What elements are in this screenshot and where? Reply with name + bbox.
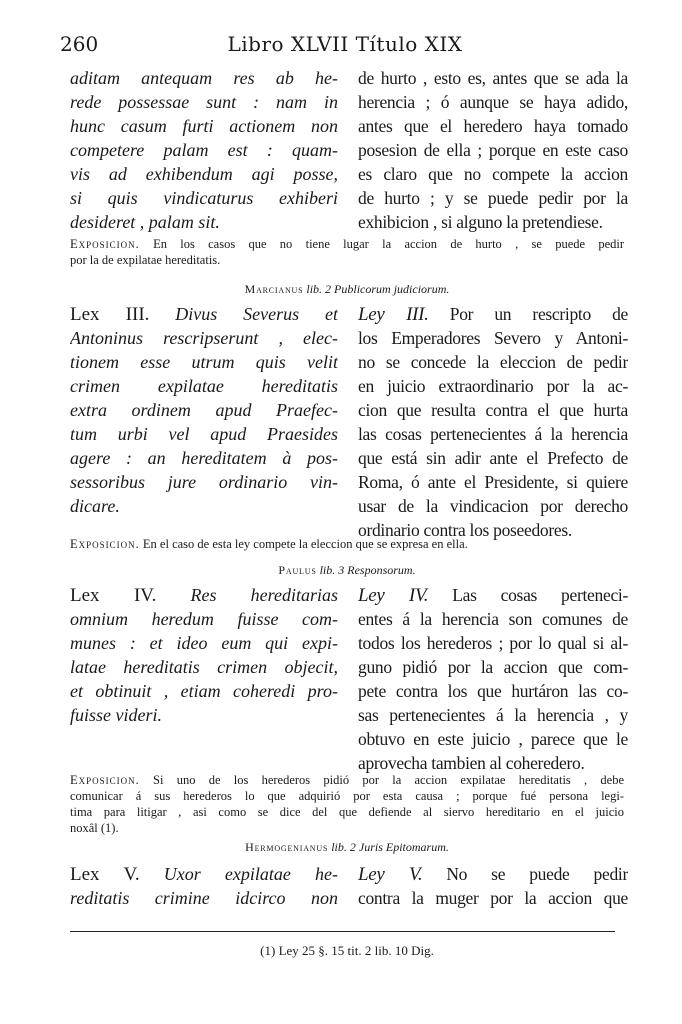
spanish-line: todos los herederos ; por lo qual si al- [358, 633, 628, 653]
exposicion-text: Si uno de los herederos pidió por la accion expilatae hereditatis , debe [153, 773, 624, 787]
source-citation [70, 563, 624, 578]
exposicion-note [70, 536, 624, 552]
source-author: Marcianus [244, 282, 304, 296]
exposicion-text: En el caso de esta ley compete la eleccion que se expresa en ella. [142, 537, 468, 551]
latin-line: crimen expilatae hereditatis [70, 376, 338, 396]
spanish-line: guno pidió por la accion que com- [358, 657, 628, 677]
footnote: (1) Ley 25 §. 15 tit. 2 lib. 10 Dig. [260, 943, 434, 958]
spanish-line: Las cosas perteneci- [452, 585, 628, 605]
source-reference: lib. 2 Juris Epitomarum. [331, 840, 449, 854]
spanish-line: no se concede la eleccion de pedir [358, 352, 628, 372]
spanish-line: obtuvo en este juicio , parece que le [358, 729, 628, 749]
spanish-line: sas pertenecientes á la herencia , y [358, 705, 628, 725]
spanish-line: en juicio extraordinario por la ac- [358, 376, 628, 396]
spanish-column [358, 302, 628, 542]
latin-line: Uxor expilatae he- [163, 864, 338, 884]
source-reference: lib. 3 Responsorum. [319, 563, 416, 577]
spanish-line: herencia ; ó aunque se haya adido, [358, 92, 628, 112]
latin-line: agere : an hereditatem à pos- [70, 448, 338, 468]
law-number: Ley V. [358, 864, 423, 885]
source-reference: lib. 2 Publicorum judiciorum. [306, 282, 450, 296]
spanish-line: exhibicion , si alguno la pretendiese. [358, 212, 603, 232]
spanish-line: Roma, ó ante el Presidente, si quiere [358, 472, 628, 492]
spanish-line: Por un rescripto de [449, 304, 628, 324]
latin-line: Antoninus rescripserunt , elec- [70, 328, 338, 348]
spanish-line: antes que el heredero haya tomado [358, 116, 628, 136]
latin-line: omnium heredum fuisse com- [70, 609, 338, 629]
latin-line: reditatis crimine idcirco non [70, 888, 338, 908]
exposicion-text: En los casos que no tiene lugar la accion de hurto , se puede pedir [153, 237, 624, 251]
latin-line: Res hereditarias [190, 585, 338, 605]
latin-line: aditam antequam res ab he- [70, 68, 338, 88]
spanish-line: No se puede pedir [446, 864, 628, 884]
exposicion-text: noxâl (1). [70, 821, 119, 835]
page-header [60, 32, 630, 62]
latin-line: munes : et ideo eum qui expi- [70, 633, 338, 653]
page-number: 260 [60, 32, 99, 56]
latin-line: vis ad exhibendum agi posse, [70, 164, 338, 184]
law-number: Lex IV. [70, 585, 157, 606]
spanish-column [358, 862, 628, 910]
spanish-column [358, 66, 628, 234]
source-author: Hermogenianus [245, 840, 329, 854]
law-number: Ley III. [358, 304, 429, 325]
spanish-line: usar de la vindicacion por derecho [358, 496, 628, 516]
spanish-column [358, 583, 628, 775]
spanish-line: cion que resulta contra el que hurta [358, 400, 628, 420]
exposicion-note [70, 772, 624, 836]
law-number: Lex III. [70, 304, 150, 325]
spanish-line: de hurto ; y se puede pedir por la [358, 188, 628, 208]
latin-line: competere palam est : quam- [70, 140, 338, 160]
spanish-line: es claro que no compete la accion [358, 164, 628, 184]
exposicion-label: Exposicion. [70, 773, 140, 787]
latin-line: si quis vindicaturus exhiberi [70, 188, 338, 208]
spanish-line: que está sin adir ante el Prefecto de [358, 448, 628, 468]
source-author: Paulus [278, 563, 317, 577]
exposicion-label: Exposicion. [70, 537, 140, 551]
latin-line: et obtinuit , etiam coheredi pro- [70, 681, 338, 701]
spanish-line: pete contra los que hurtáron las co- [358, 681, 628, 701]
latin-line: rede possessae sunt : nam in [70, 92, 338, 112]
exposicion-label: Exposicion. [70, 237, 140, 251]
latin-column [70, 66, 338, 234]
latin-line: desideret , palam sit. [70, 212, 220, 232]
latin-column [70, 583, 338, 727]
latin-line: sessoribus jure ordinario vin- [70, 472, 338, 492]
exposicion-note [70, 236, 624, 268]
exposicion-text: tima para litigar , asi como se dice del que defiende al siervo hereditario en el juicio [70, 805, 624, 819]
exposicion-text: comunicar á sus herederos lo que adquirió por esta causa ; porque fué persona legi- [70, 789, 624, 803]
latin-line: dicare. [70, 496, 120, 516]
exposicion-text: por la de expilatae hereditatis. [70, 253, 221, 267]
spanish-line: contra la muger por la accion que [358, 888, 628, 908]
footnote-rule [70, 931, 615, 932]
spanish-line: posesion de ella ; porque en este caso [358, 140, 628, 160]
latin-line: tionem esse utrum quis velit [70, 352, 338, 372]
latin-line: fuisse videri. [70, 705, 162, 725]
latin-column [70, 302, 338, 518]
latin-line: Divus Severus et [175, 304, 338, 324]
source-citation [70, 840, 624, 855]
law-number: Ley IV. [358, 585, 429, 606]
latin-line: extra ordinem apud Praefec- [70, 400, 338, 420]
spanish-line: de hurto , esto es, antes que se ada la [358, 68, 628, 88]
spanish-line: entes á la herencia son comunes de [358, 609, 628, 629]
running-title: Libro XLVII Título XIX [227, 32, 463, 56]
latin-line: hunc casum furti actionem non [70, 116, 338, 136]
spanish-line: ordinario contra los poseedores. [358, 520, 572, 540]
spanish-line: aprovecha tambien al coheredero. [358, 753, 585, 773]
latin-line: tum urbi vel apud Praesides [70, 424, 338, 444]
spanish-line: los Emperadores Severo y Antoni- [358, 328, 628, 348]
spanish-line: las cosas pertenecientes á la herencia [358, 424, 628, 444]
latin-column [70, 862, 338, 910]
source-citation [70, 282, 624, 297]
law-number: Lex V. [70, 864, 140, 885]
latin-line: latae hereditatis crimen objecit, [70, 657, 338, 677]
